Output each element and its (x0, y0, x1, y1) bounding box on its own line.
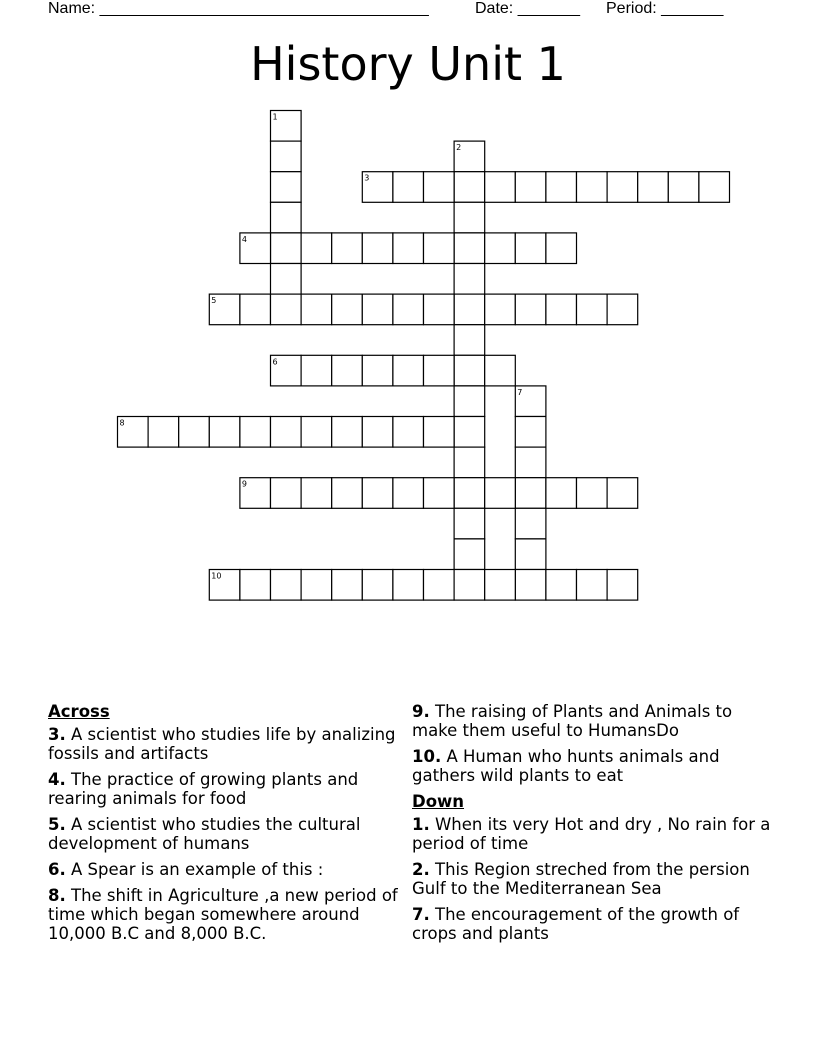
grid-cell[interactable] (546, 570, 577, 601)
grid-cell[interactable] (515, 539, 546, 570)
grid-cell[interactable] (362, 478, 393, 509)
grid-cell[interactable] (515, 570, 546, 601)
period-field[interactable]: Period: _______ (606, 0, 724, 17)
clue-column-right (412, 702, 782, 950)
grid-cell[interactable] (362, 570, 393, 601)
grid-cell[interactable] (301, 355, 332, 386)
grid-cell[interactable] (271, 233, 302, 264)
grid-cell[interactable] (454, 539, 485, 570)
grid-cell[interactable] (454, 478, 485, 509)
grid-cell[interactable] (362, 355, 393, 386)
grid-cell[interactable] (515, 233, 546, 264)
grid-cell[interactable] (699, 172, 730, 203)
grid-cell[interactable] (301, 294, 332, 325)
grid-cell[interactable] (454, 508, 485, 539)
grid-cell[interactable] (515, 478, 546, 509)
grid-cell[interactable] (332, 417, 363, 448)
grid-cell[interactable] (607, 478, 638, 509)
clue-number-label: 9 (241, 479, 247, 489)
grid-cell[interactable] (424, 417, 455, 448)
grid-cell[interactable] (424, 570, 455, 601)
clue-across-9: 9. The raising of Plants and Animals to make them useful to HumansDo (412, 702, 733, 740)
grid-cell[interactable] (393, 478, 424, 509)
grid-cell[interactable] (271, 478, 302, 509)
grid-cell[interactable] (454, 355, 485, 386)
clue-number-label: 8 (119, 418, 125, 428)
grid-cell[interactable] (454, 386, 485, 417)
grid-cell[interactable] (240, 417, 271, 448)
grid-cell[interactable] (332, 478, 363, 509)
grid-cell[interactable] (515, 172, 546, 203)
grid-cell[interactable] (271, 417, 302, 448)
grid-cell[interactable] (454, 233, 485, 264)
across-heading: Across (48, 702, 110, 721)
grid-cell[interactable] (546, 294, 577, 325)
grid-cell[interactable] (485, 355, 516, 386)
grid-cell[interactable] (301, 233, 332, 264)
grid-cell[interactable] (454, 417, 485, 448)
grid-cell[interactable] (393, 355, 424, 386)
clue-across-6: 6. A Spear is an example of this : (48, 860, 324, 879)
grid-cell[interactable] (424, 172, 455, 203)
grid-cell[interactable] (424, 294, 455, 325)
grid-cell[interactable] (362, 294, 393, 325)
grid-cell[interactable] (424, 233, 455, 264)
grid-cell[interactable] (485, 478, 516, 509)
grid-cell[interactable] (362, 417, 393, 448)
grid-cell[interactable] (301, 570, 332, 601)
grid-cell[interactable] (240, 570, 271, 601)
grid-cell[interactable] (577, 172, 608, 203)
grid-cell[interactable] (271, 294, 302, 325)
grid-cell[interactable] (607, 172, 638, 203)
grid-cell[interactable] (515, 294, 546, 325)
grid-cell[interactable] (454, 294, 485, 325)
grid-cell[interactable] (271, 202, 302, 233)
grid-cell[interactable] (332, 570, 363, 601)
grid-cell[interactable] (485, 172, 516, 203)
grid-cell[interactable] (577, 294, 608, 325)
grid-cell[interactable] (393, 233, 424, 264)
grid-cell[interactable] (454, 202, 485, 233)
page-title: History Unit 1 (250, 37, 566, 91)
clue-across-10: 10. A Human who hunts animals and gathers wild plants to eat (412, 747, 720, 785)
grid-cell[interactable] (546, 172, 577, 203)
grid-cell[interactable] (424, 478, 455, 509)
clue-across-3: 3. A scientist who studies life by analizing fossils and artifacts (48, 725, 396, 763)
clue-number-label: 1 (272, 112, 278, 122)
grid-cell[interactable] (271, 264, 302, 295)
grid-cell[interactable] (240, 294, 271, 325)
grid-cell[interactable] (485, 294, 516, 325)
clue-number-label: 6 (272, 357, 278, 367)
clue-across-4: 4. The practice of growing plants and rearing animals for food (48, 770, 359, 808)
clue-number-label: 4 (241, 234, 247, 244)
clue-number-label: 3 (364, 173, 370, 183)
clue-column-left (48, 702, 406, 950)
grid-cell[interactable] (209, 417, 240, 448)
grid-cell[interactable] (301, 417, 332, 448)
clue-across-8: 8. The shift in Agriculture ,a new period of time which began somewhere around 10,000 B.C and 8,000 B.C. (48, 886, 398, 943)
grid-cell[interactable] (271, 570, 302, 601)
clue-number-label: 2 (456, 143, 462, 153)
grid-cell[interactable] (393, 417, 424, 448)
grid-cell[interactable] (546, 233, 577, 264)
grid-cell[interactable] (393, 172, 424, 203)
grid-cell[interactable] (607, 294, 638, 325)
grid-cell[interactable] (271, 141, 302, 172)
grid-cell[interactable] (393, 570, 424, 601)
grid-cell[interactable] (454, 447, 485, 478)
clue-down-7: 7. The encouragement of the growth of crops and plants (412, 905, 740, 943)
grid-cell[interactable] (638, 172, 669, 203)
grid-cell[interactable] (454, 325, 485, 356)
grid-cell[interactable] (454, 264, 485, 295)
grid-cell[interactable] (577, 478, 608, 509)
grid-cell[interactable] (515, 508, 546, 539)
clue-across-5: 5. A scientist who studies the cultural development of humans (48, 815, 361, 853)
grid-cell[interactable] (271, 172, 302, 203)
grid-cell[interactable] (607, 570, 638, 601)
clue-number-label: 10 (211, 571, 222, 581)
clue-down-2: 2. This Region streched from the persion Gulf to the Mediterranean Sea (412, 860, 750, 898)
clue-number-label: 7 (517, 387, 523, 397)
grid-cell[interactable] (454, 570, 485, 601)
clue-number-label: 5 (211, 296, 217, 306)
grid-cell[interactable] (332, 355, 363, 386)
grid-cell[interactable] (332, 233, 363, 264)
grid-cell[interactable] (515, 417, 546, 448)
grid-cell[interactable] (485, 233, 516, 264)
grid-cell[interactable] (515, 447, 546, 478)
grid-cell[interactable] (454, 172, 485, 203)
grid-cell[interactable] (546, 478, 577, 509)
date-field[interactable]: Date: _______ (475, 0, 580, 17)
grid-cell[interactable] (668, 172, 699, 203)
grid-cell[interactable] (362, 233, 393, 264)
grid-cell[interactable] (577, 570, 608, 601)
name-field[interactable]: Name: _____________________________________ (48, 0, 429, 17)
grid-cell[interactable] (485, 570, 516, 601)
grid-cell[interactable] (148, 417, 179, 448)
grid-cell[interactable] (332, 294, 363, 325)
clue-down-1: 1. When its very Hot and dry , No rain for a period of time (412, 815, 771, 853)
grid-cell[interactable] (424, 355, 455, 386)
grid-cell[interactable] (301, 478, 332, 509)
grid-cell[interactable] (393, 294, 424, 325)
down-heading: Down (412, 792, 465, 811)
grid-cell[interactable] (179, 417, 210, 448)
